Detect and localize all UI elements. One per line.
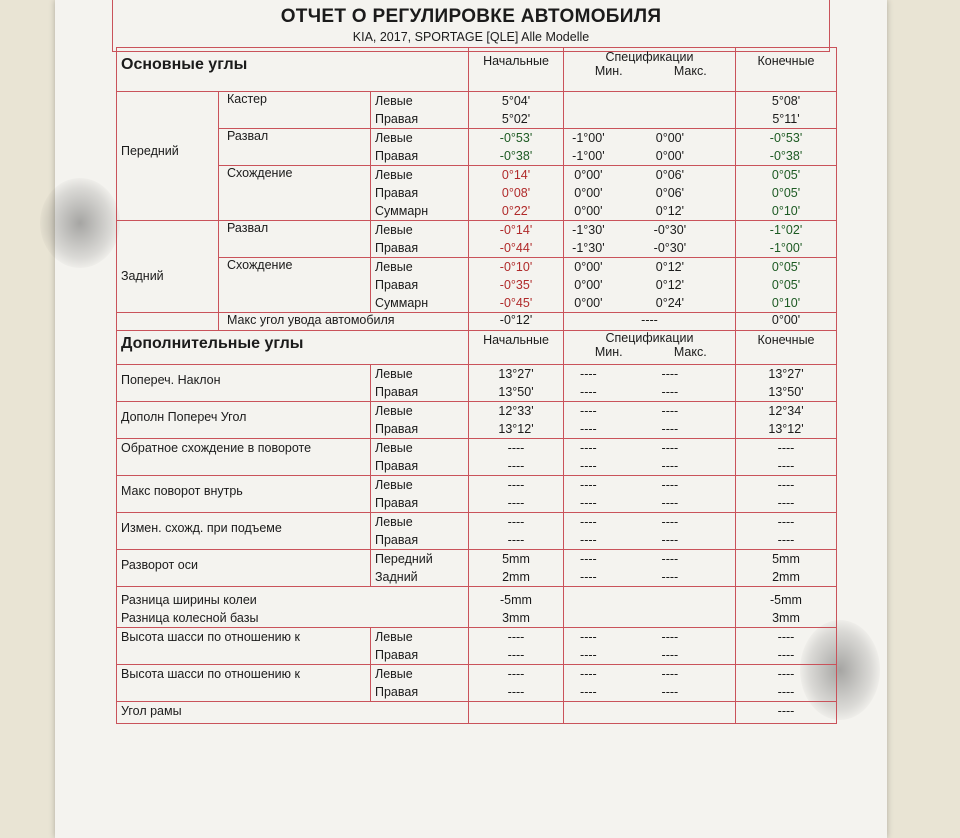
extra-row-spec [564,439,736,476]
value-cell: ---- [661,478,679,492]
value-cell: Правая [375,385,419,399]
value-cell: 13°27' [768,367,804,381]
rear-camber-label: Развал [219,221,371,258]
value-cell: 0°00' [655,131,684,145]
value-cell: 0°00' [574,260,603,274]
rear-toe-initial [469,258,564,313]
value-cell: Разница ширины колеи [121,593,257,607]
thrust-spec: ---- [564,313,736,331]
height-row-sides [371,628,469,665]
value-cell: 12°34' [768,404,804,418]
value-cell: -0°35' [499,278,533,292]
value-cell: ---- [507,496,525,510]
value-cell: 0°08' [501,186,531,200]
value-cell: Правая [375,648,419,662]
value-cell: -0°10' [499,260,533,274]
value-cell: 0°06' [655,168,684,182]
value-cell: 0°05' [771,168,801,182]
extra-row-sides [371,550,469,587]
value-cell: ---- [580,570,597,584]
value-cell: ---- [580,552,597,566]
rear-toe-row [117,258,837,313]
value-cell: 0°00' [574,186,603,200]
height-row-initial [469,665,564,702]
extra-row-sides [371,513,469,550]
value-cell: 0°05' [771,186,801,200]
value-cell: 0°06' [655,186,684,200]
height-row-sides [371,665,469,702]
value-cell: 0°12' [655,260,684,274]
front-toe-row [117,166,837,221]
value-cell: ---- [507,441,525,455]
value-cell [568,166,650,218]
value-cell: Правая [375,422,419,436]
value-cell: 0°12' [655,278,684,292]
value-cell: ---- [580,404,597,418]
value-cell: Левые [375,404,413,418]
value-cell: ---- [580,441,597,455]
value-cell: ---- [661,648,679,662]
extra-col-max: Макс. [673,345,707,359]
value-cell: Левые [375,515,413,529]
main-section-header [117,48,837,92]
front-camber-sides [371,129,469,166]
value-cell [568,665,650,699]
value-cell [650,402,732,436]
extra-row-spec [564,513,736,550]
value-cell [568,258,650,310]
rear-toe-spec [564,258,736,313]
extra-row-initial [469,476,564,513]
value-cell: -5mm [770,593,802,607]
value-cell: ---- [507,515,525,529]
value-cell: ---- [580,367,597,381]
extra-row-label: Дополн Попереч Угол [117,402,371,439]
value-cell: ---- [507,459,525,473]
value-cell: ---- [661,459,679,473]
extra-row-label: Макс поворот внутрь [117,476,371,513]
diff-row [117,587,837,628]
value-cell: ---- [580,496,597,510]
value-cell [650,665,732,699]
extra-row-final [736,365,837,402]
value-cell: ---- [777,685,795,699]
thrust-initial: -0°12' [469,313,564,331]
extra-row-spec [564,550,736,587]
value-cell: ---- [777,478,795,492]
value-cell: ---- [661,422,679,436]
value-cell: ---- [777,496,795,510]
value-cell: -0°44' [499,241,533,255]
caster-label: Кастер [219,92,371,129]
value-cell: ---- [580,478,597,492]
value-cell: -1°30' [572,241,605,255]
value-cell: -0°38' [499,149,533,163]
value-cell: ---- [507,478,525,492]
diff-initial [469,587,564,628]
value-cell: Суммарн [375,296,429,310]
value-cell: -0°53' [769,131,803,145]
extra-row-initial [469,402,564,439]
height-row-final [736,628,837,665]
value-cell: ---- [661,441,679,455]
extra-row-label: Попереч. Наклон [117,365,371,402]
value-cell: 0°05' [771,260,801,274]
value-cell: 2mm [502,570,530,584]
rear-camber-spec [564,221,736,258]
value-cell [568,550,650,584]
value-cell: 0°22' [501,204,531,218]
value-cell [568,402,650,436]
value-cell: ---- [580,630,597,644]
value-cell: Суммарн [375,204,429,218]
rear-group-label: Задний [117,221,219,313]
value-cell: 0°10' [771,204,801,218]
height-row-initial [469,628,564,665]
report-header [112,0,830,52]
value-cell: 12°33' [498,404,534,418]
value-cell: ---- [661,552,679,566]
value-cell: Передний [375,552,433,566]
value-cell: 0°05' [771,278,801,292]
extra-row-initial [469,439,564,476]
diff-labels [117,587,469,628]
col-final: Конечные [736,48,837,92]
extra-row-sides [371,365,469,402]
rear-camber-initial [469,221,564,258]
extra-row-initial [469,513,564,550]
value-cell: 13°27' [498,367,534,381]
front-camber-final [736,129,837,166]
value-cell: Правая [375,459,419,473]
value-cell: ---- [507,648,525,662]
height-row-spec [564,665,736,702]
value-cell: Левые [375,260,413,274]
extra-row-4 [117,513,837,550]
front-toe-spec [564,166,736,221]
value-cell: 0°00' [655,149,684,163]
height-row-label: Высота шасси по отношению к [117,665,371,702]
value-cell: 13°12' [768,422,804,436]
value-cell: ---- [580,648,597,662]
value-cell: -1°00' [572,131,605,145]
value-cell: ---- [580,533,597,547]
value-cell: 5°11' [772,112,800,126]
value-cell: -5mm [500,593,532,607]
extra-row-sides [371,439,469,476]
value-cell: Правая [375,496,419,510]
value-cell: Левые [375,667,413,681]
value-cell: Левые [375,168,413,182]
value-cell [650,129,732,163]
value-cell: 0°12' [655,204,684,218]
caster-initial [469,92,564,129]
value-cell [650,365,732,399]
value-cell: ---- [507,630,525,644]
value-cell [650,166,732,218]
value-cell: Левые [375,478,413,492]
value-cell [650,476,732,510]
frame-angle-label: Угол рамы [117,702,469,724]
front-camber-row [117,129,837,166]
extra-row-3 [117,476,837,513]
extra-row-final [736,513,837,550]
value-cell: ---- [777,630,795,644]
value-cell [650,513,732,547]
value-cell: -1°00' [769,241,803,255]
extra-row-final [736,402,837,439]
col-min: Мин. [594,64,623,78]
extra-col-spec [564,331,736,365]
front-camber-spec [564,129,736,166]
value-cell: -0°14' [499,223,533,237]
value-cell [568,129,650,163]
value-cell: ---- [777,667,795,681]
value-cell [650,221,732,255]
extra-row-label: Разворот оси [117,550,371,587]
extra-row-final [736,476,837,513]
diff-spec [564,587,736,628]
value-cell: ---- [661,515,679,529]
value-cell [568,513,650,547]
extra-col-initial: Начальные [469,331,564,365]
value-cell: 0°24' [655,296,684,310]
value-cell: 13°12' [498,422,534,436]
value-cell: 13°50' [498,385,534,399]
value-cell: -0°53' [499,131,533,145]
value-cell: ---- [661,533,679,547]
height-row-final [736,665,837,702]
value-cell: 5°04' [501,94,531,108]
value-cell: -1°00' [572,149,605,163]
rear-camber-row [117,221,837,258]
thrust-angle-row [117,313,837,331]
value-cell [568,476,650,510]
frame-angle-spec [564,702,736,724]
value-cell: ---- [777,441,795,455]
extra-row-sides [371,402,469,439]
value-cell: Левые [375,94,413,108]
value-cell: 3mm [772,611,800,625]
value-cell: 13°50' [768,385,804,399]
value-cell: Левые [375,367,413,381]
extra-row-final [736,439,837,476]
caster-spec [564,92,736,129]
frame-angle-final: ---- [736,702,837,724]
rear-camber-sides [371,221,469,258]
value-cell: 0°00' [574,296,603,310]
front-toe-label: Схождение [219,166,371,221]
thrust-final: 0°00' [736,313,837,331]
value-cell: ---- [661,385,679,399]
value-cell: ---- [580,459,597,473]
extra-row-1 [117,402,837,439]
value-cell [568,439,650,473]
front-camber-initial [469,129,564,166]
value-cell: ---- [580,667,597,681]
extra-section-title: Дополнительные углы [117,331,469,365]
vehicle-subtitle: KIA, 2017, SPORTAGE [QLE] Alle Modelle [352,30,590,44]
extra-row-label: Обратное схождение в повороте [117,439,371,476]
value-cell: ---- [507,685,525,699]
value-cell: ---- [580,422,597,436]
height-row-0 [117,628,837,665]
front-caster-row [117,92,837,129]
extra-col-spec-label: Спецификации [605,331,694,345]
value-cell: 5mm [772,552,800,566]
extra-row-initial [469,550,564,587]
extra-row-initial [469,365,564,402]
value-cell [568,221,650,255]
value-cell: 3mm [502,611,530,625]
extra-row-spec [564,402,736,439]
rear-toe-label: Схождение [219,258,371,313]
height-row-1 [117,665,837,702]
value-cell [568,628,650,662]
extra-col-final: Конечные [736,331,837,365]
value-cell: ---- [777,533,795,547]
value-cell: ---- [777,648,795,662]
value-cell: ---- [580,385,597,399]
thrust-label: Макс угол увода автомобиля [219,313,469,331]
value-cell: ---- [777,459,795,473]
value-cell: ---- [661,685,679,699]
height-row-spec [564,628,736,665]
value-cell: Правая [375,278,419,292]
value-cell: ---- [507,533,525,547]
rear-toe-sides [371,258,469,313]
value-cell: Разница колесной базы [121,611,259,625]
value-cell: ---- [661,496,679,510]
rear-camber-final [736,221,837,258]
caster-final [736,92,837,129]
col-max: Макс. [673,64,707,78]
value-cell: Левые [375,630,413,644]
front-toe-initial [469,166,564,221]
value-cell: -0°30' [653,241,687,255]
frame-angle-row [117,702,837,724]
report-title: ОТЧЕТ О РЕГУЛИРОВКЕ АВТОМОБИЛЯ [280,6,662,27]
value-cell: -0°30' [653,223,687,237]
value-cell: ---- [661,667,679,681]
value-cell: Правая [375,241,419,255]
front-toe-sides [371,166,469,221]
extra-row-0 [117,365,837,402]
extra-col-min: Мин. [594,345,623,359]
extra-row-2 [117,439,837,476]
extra-row-sides [371,476,469,513]
value-cell: Правая [375,685,419,699]
extra-row-label: Измен. схожд. при подъеме [117,513,371,550]
diff-final [736,587,837,628]
value-cell: -0°45' [499,296,533,310]
value-cell: Правая [375,186,419,200]
thrust-blank [117,313,219,331]
extra-row-final [736,550,837,587]
extra-row-spec [564,476,736,513]
value-cell: 5°02' [501,112,531,126]
extra-section-header [117,331,837,365]
col-spec-label: Спецификации [605,50,694,64]
value-cell: ---- [661,630,679,644]
value-cell: 0°10' [771,296,801,310]
col-initial: Начальные [469,48,564,92]
height-row-label: Высота шасси по отношению к [117,628,371,665]
value-cell: Левые [375,441,413,455]
value-cell [650,258,732,310]
value-cell: 2mm [772,570,800,584]
value-cell: Задний [375,570,418,584]
fingerprint-smudge-left [40,178,120,268]
value-cell: Правая [375,533,419,547]
main-section-title: Основные углы [117,48,469,92]
front-group-label: Передний [117,92,219,221]
frame-angle-initial [469,702,564,724]
value-cell: Левые [375,131,413,145]
value-cell: 0°14' [501,168,531,182]
value-cell: 0°00' [574,278,603,292]
value-cell: ---- [661,404,679,418]
front-camber-label: Развал [219,129,371,166]
value-cell: -1°02' [769,223,803,237]
value-cell: 5°08' [771,94,801,108]
caster-sides [371,92,469,129]
value-cell: ---- [661,570,679,584]
extra-row-5 [117,550,837,587]
extra-row-spec [564,365,736,402]
value-cell: ---- [661,367,679,381]
value-cell [650,628,732,662]
value-cell [650,439,732,473]
value-cell: ---- [777,515,795,529]
value-cell: Левые [375,223,413,237]
col-spec [564,48,736,92]
value-cell: 0°00' [574,204,603,218]
value-cell: Правая [375,149,419,163]
value-cell: 0°00' [574,168,603,182]
rear-toe-final [736,258,837,313]
front-toe-final [736,166,837,221]
value-cell [568,365,650,399]
value-cell: -1°30' [572,223,605,237]
value-cell: ---- [507,667,525,681]
value-cell [650,550,732,584]
value-cell: Правая [375,112,419,126]
alignment-table [116,47,837,724]
value-cell: -0°38' [769,149,803,163]
value-cell: ---- [580,515,597,529]
value-cell: 5mm [502,552,530,566]
value-cell: ---- [580,685,597,699]
